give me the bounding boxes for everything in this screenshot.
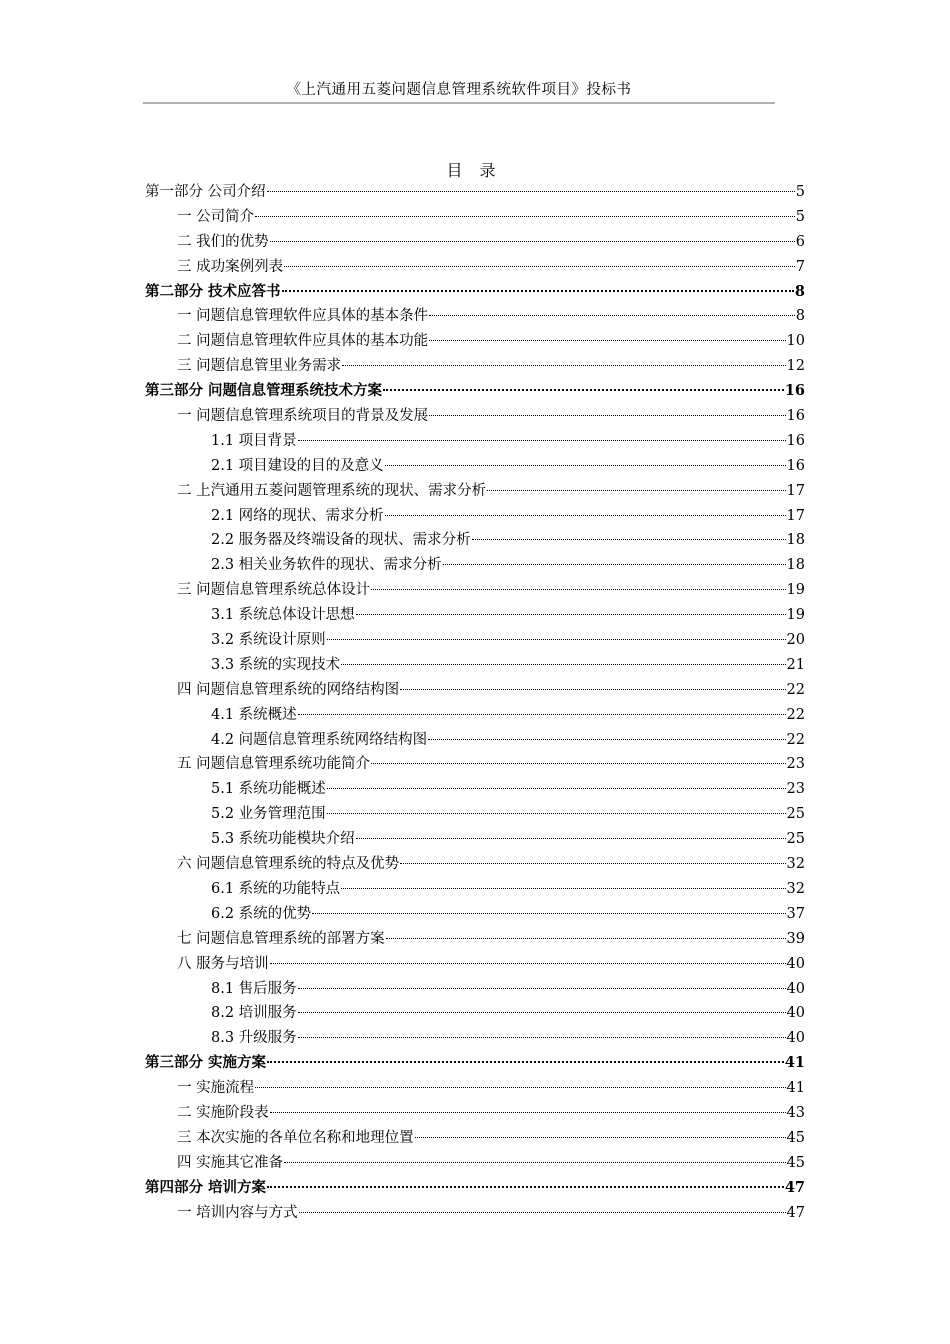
- toc-page-number: 40: [786, 955, 805, 972]
- toc-entry-text: 一 问题信息管理软件应具体的基本条件: [177, 308, 429, 325]
- toc-page-number: 25: [786, 831, 805, 848]
- toc-entry[interactable]: [143, 952, 805, 977]
- toc-entry[interactable]: [143, 603, 805, 628]
- toc-dot-leader: [298, 1012, 786, 1013]
- toc-page-number: 43: [786, 1104, 805, 1121]
- toc-dot-leader: [385, 515, 786, 516]
- toc-entry-text: 一 培训内容与方式: [177, 1204, 298, 1221]
- toc-entry[interactable]: [143, 429, 805, 454]
- toc-entry-text: 六 问题信息管理系统的特点及优势: [177, 856, 400, 873]
- toc-dot-leader: [312, 913, 785, 914]
- toc-entry[interactable]: [143, 404, 805, 429]
- toc-entry[interactable]: [143, 230, 805, 255]
- toc-dot-leader: [400, 689, 785, 690]
- toc-dot-leader: [298, 714, 786, 715]
- toc-entry-text: 三 本次实施的各单位名称和地理位置: [177, 1129, 414, 1146]
- toc-entry-text: 第四部分 培训方案: [145, 1178, 267, 1196]
- toc-page-number: 41: [786, 1080, 805, 1097]
- toc-dot-leader: [428, 739, 785, 740]
- toc-dot-leader: [284, 1162, 785, 1163]
- toc-entry[interactable]: [143, 1176, 805, 1201]
- toc-page-number: 16: [786, 408, 805, 425]
- toc-entry[interactable]: [143, 280, 805, 305]
- toc-entry-text: 二 我们的优势: [177, 233, 269, 250]
- toc-entry-text: 一 公司简介: [177, 208, 255, 225]
- toc-entry[interactable]: [143, 678, 805, 703]
- toc-entry[interactable]: [143, 752, 805, 777]
- toc-dot-leader: [383, 389, 784, 391]
- toc-dot-leader: [267, 1061, 784, 1063]
- toc-entry[interactable]: [143, 1076, 805, 1101]
- toc-dot-leader: [371, 589, 785, 590]
- toc-entry[interactable]: [143, 827, 805, 852]
- toc-entry[interactable]: [143, 703, 805, 728]
- toc-entry-text: 二 问题信息管理软件应具体的基本功能: [177, 333, 429, 350]
- toc-entry[interactable]: [143, 504, 805, 529]
- toc-title: 目 录: [446, 161, 502, 180]
- toc-page-number: 23: [786, 756, 805, 773]
- toc-dot-leader: [443, 564, 786, 565]
- toc-entry[interactable]: [143, 628, 805, 653]
- toc-entry-text: 一 实施流程: [177, 1080, 255, 1097]
- toc-dot-leader: [255, 216, 795, 217]
- toc-page-number: 47: [784, 1178, 805, 1196]
- toc-dot-leader: [327, 639, 786, 640]
- toc-dot-leader: [270, 963, 786, 964]
- toc-entry-text: 5.2 业务管理范围: [211, 806, 326, 823]
- toc-entry-text: 6.2 系统的优势: [211, 905, 312, 922]
- toc-entry-text: 5.3 系统功能模块介绍: [211, 831, 355, 848]
- toc-entry[interactable]: [143, 653, 805, 678]
- toc-entry[interactable]: [143, 877, 805, 902]
- toc-entry-text: 2.3 相关业务软件的现状、需求分析: [211, 557, 442, 574]
- toc-dot-leader: [472, 539, 786, 540]
- toc-page-number: 16: [784, 382, 805, 400]
- toc-dot-leader: [298, 440, 786, 441]
- toc-dot-leader: [429, 340, 785, 341]
- toc-entry[interactable]: [143, 553, 805, 578]
- header-divider: [143, 102, 775, 104]
- toc-entry[interactable]: [143, 927, 805, 952]
- toc-entry-text: 四 实施其它准备: [177, 1154, 284, 1171]
- toc-dot-leader: [429, 315, 795, 316]
- toc-entry[interactable]: [143, 379, 805, 404]
- toc-dot-leader: [255, 1087, 785, 1088]
- toc-page-number: 12: [786, 358, 805, 375]
- toc-dot-leader: [415, 1137, 786, 1138]
- toc-entry[interactable]: [143, 728, 805, 753]
- toc-entry-text: 第三部分 实施方案: [145, 1054, 267, 1072]
- toc-page-number: 22: [786, 731, 805, 748]
- toc-entry-text: 三 成功案例列表: [177, 258, 284, 275]
- toc-entry-text: 八 服务与培训: [177, 955, 269, 972]
- toc-page-number: 45: [786, 1129, 805, 1146]
- toc-page-number: 23: [786, 781, 805, 798]
- toc-page-number: 40: [786, 1005, 805, 1022]
- toc-entry-text: 第二部分 技术应答书: [145, 282, 281, 300]
- toc-dot-leader: [341, 888, 785, 889]
- toc-dot-leader: [327, 813, 786, 814]
- toc-entry-text: 5.1 系统功能概述: [211, 781, 326, 798]
- toc-entry[interactable]: [143, 255, 805, 280]
- toc-entry[interactable]: [143, 1151, 805, 1176]
- toc-dot-leader: [342, 365, 785, 366]
- toc-entry-text: 第一部分 公司介绍: [145, 184, 266, 200]
- toc-page-number: 17: [786, 507, 805, 524]
- toc-dot-leader: [356, 614, 786, 615]
- page-header-title: 《上汽通用五菱问题信息管理系统软件项目》投标书: [286, 82, 632, 98]
- toc-page-number: 22: [786, 681, 805, 698]
- toc-entry-text: 2.1 项目建设的目的及意义: [211, 457, 384, 474]
- toc-dot-leader: [327, 788, 786, 789]
- toc-page-number: 22: [786, 706, 805, 723]
- toc-page-number: 40: [786, 1030, 805, 1047]
- toc-dot-leader: [356, 838, 786, 839]
- toc-entry[interactable]: [143, 304, 805, 329]
- toc-page-number: 17: [786, 482, 805, 499]
- toc-page-number: 18: [786, 557, 805, 574]
- toc-page-number: 10: [786, 333, 805, 350]
- toc-entry-text: 4.2 问题信息管理系统网络结构图: [211, 731, 428, 748]
- toc-entry-text: 2.1 网络的现状、需求分析: [211, 507, 384, 524]
- toc-page-number: 8: [794, 282, 805, 300]
- toc-entry[interactable]: [143, 1126, 805, 1151]
- toc-entry[interactable]: [143, 977, 805, 1002]
- toc-entry[interactable]: [143, 802, 805, 827]
- toc-dot-leader: [429, 415, 785, 416]
- toc-page-number: 41: [784, 1054, 805, 1072]
- toc-entry-text: 四 问题信息管理系统的网络结构图: [177, 681, 400, 698]
- toc-entry[interactable]: [143, 205, 805, 230]
- toc-entry-text: 第三部分 问题信息管理系统技术方案: [145, 382, 383, 400]
- toc-dot-leader: [298, 988, 786, 989]
- toc-entry-text: 一 问题信息管理系统项目的背景及发展: [177, 408, 429, 425]
- toc-page-number: 45: [786, 1154, 805, 1171]
- toc-entry[interactable]: [143, 902, 805, 927]
- toc-entry[interactable]: [143, 1051, 805, 1076]
- toc-entry[interactable]: [143, 528, 805, 553]
- toc-entry[interactable]: [143, 1026, 805, 1051]
- toc-dot-leader: [385, 465, 786, 466]
- toc-page-number: 16: [786, 432, 805, 449]
- toc-dot-leader: [270, 241, 795, 242]
- toc-dot-leader: [267, 191, 795, 192]
- toc-page-number: 21: [786, 656, 805, 673]
- toc-entry[interactable]: [143, 852, 805, 877]
- toc-dot-leader: [371, 763, 785, 764]
- toc-page-number: 16: [786, 457, 805, 474]
- toc-page-number: 37: [786, 905, 805, 922]
- toc-page-number: 19: [786, 582, 805, 599]
- toc-entry-text: 8.1 售后服务: [211, 980, 297, 997]
- toc-dot-leader: [270, 1112, 786, 1113]
- toc-page-number: 40: [786, 980, 805, 997]
- toc-entry-text: 4.1 系统概述: [211, 706, 297, 723]
- toc-page-number: 5: [795, 208, 805, 225]
- toc-page-number: 8: [795, 308, 805, 325]
- toc-dot-leader: [299, 1212, 786, 1213]
- toc-entry-text: 二 上汽通用五菱问题管理系统的现状、需求分析: [177, 482, 487, 499]
- toc-page-number: 32: [786, 880, 805, 897]
- toc-dot-leader: [341, 664, 785, 665]
- toc-page-number: 20: [786, 632, 805, 649]
- toc-list: [143, 180, 805, 1225]
- toc-entry[interactable]: [143, 1201, 805, 1226]
- toc-entry-text: 二 实施阶段表: [177, 1104, 269, 1121]
- toc-entry[interactable]: [143, 1001, 805, 1026]
- toc-entry-text: 1.1 项目背景: [211, 432, 297, 449]
- toc-entry-text: 七 问题信息管理系统的部署方案: [177, 930, 385, 947]
- toc-dot-leader: [487, 490, 785, 491]
- toc-page-number: 47: [786, 1204, 805, 1221]
- toc-entry[interactable]: [143, 578, 805, 603]
- toc-entry[interactable]: [143, 354, 805, 379]
- toc-entry-text: 3.3 系统的实现技术: [211, 656, 341, 673]
- toc-entry[interactable]: [143, 454, 805, 479]
- toc-page-number: 25: [786, 806, 805, 823]
- toc-dot-leader: [400, 863, 785, 864]
- toc-entry[interactable]: [143, 479, 805, 504]
- toc-entry-text: 五 问题信息管理系统功能简介: [177, 756, 371, 773]
- toc-dot-leader: [267, 1186, 784, 1188]
- toc-entry[interactable]: [143, 1101, 805, 1126]
- toc-page-number: 39: [786, 930, 805, 947]
- toc-dot-leader: [386, 938, 786, 939]
- toc-entry-text: 8.3 升级服务: [211, 1030, 297, 1047]
- toc-page-number: 19: [786, 607, 805, 624]
- toc-entry-text: 三 问题信息管里业务需求: [177, 358, 342, 375]
- toc-dot-leader: [282, 290, 794, 292]
- toc-dot-leader: [284, 266, 795, 267]
- toc-entry-text: 8.2 培训服务: [211, 1005, 297, 1022]
- toc-entry-text: 3.1 系统总体设计思想: [211, 607, 355, 624]
- toc-entry-text: 3.2 系统设计原则: [211, 632, 326, 649]
- toc-entry[interactable]: [143, 329, 805, 354]
- toc-entry-text: 2.2 服务器及终端设备的现状、需求分析: [211, 532, 471, 549]
- toc-entry[interactable]: [143, 777, 805, 802]
- toc-page-number: 7: [795, 258, 805, 275]
- toc-entry[interactable]: [143, 180, 805, 205]
- toc-page-number: 6: [795, 233, 805, 250]
- toc-page-number: 5: [795, 184, 805, 200]
- toc-entry-text: 6.1 系统的功能特点: [211, 880, 341, 897]
- toc-page-number: 18: [786, 532, 805, 549]
- toc-dot-leader: [298, 1037, 786, 1038]
- toc-page-number: 32: [786, 856, 805, 873]
- toc-entry-text: 三 问题信息管理系统总体设计: [177, 582, 371, 599]
